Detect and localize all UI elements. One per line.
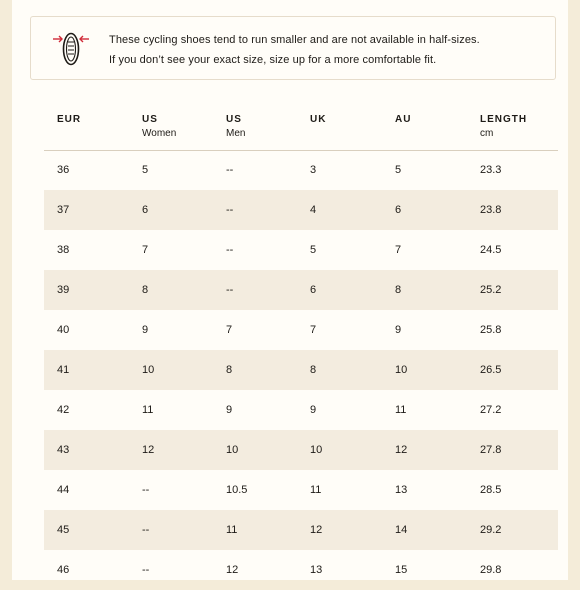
size-table-body [44, 150, 558, 590]
cell-au: 12 [395, 444, 408, 456]
cell-us-men: -- [226, 204, 234, 216]
cell-us-men: 10.5 [226, 484, 248, 496]
table-row [44, 470, 558, 510]
cell-uk: 10 [310, 444, 323, 456]
cell-eur: 37 [57, 204, 70, 216]
cell-length: 23.8 [480, 204, 502, 216]
cell-us-women: -- [142, 564, 150, 576]
table-row [44, 150, 558, 190]
cell-us-men: -- [226, 244, 234, 256]
column-header-sublabel: cm [480, 128, 494, 139]
column-header-us-women [142, 114, 176, 139]
table-row [44, 510, 558, 550]
column-header-label: LENGTH [480, 114, 528, 125]
cell-au: 14 [395, 524, 408, 536]
cell-eur: 42 [57, 404, 70, 416]
cell-uk: 12 [310, 524, 323, 536]
cell-uk: 4 [310, 204, 317, 216]
table-row [44, 390, 558, 430]
cell-uk: 3 [310, 164, 317, 176]
cell-au: 8 [395, 284, 402, 296]
cell-us-women: 8 [142, 284, 149, 296]
column-header-eur [57, 114, 81, 125]
column-header-label: AU [395, 114, 412, 125]
column-header-label: UK [310, 114, 327, 125]
cell-uk: 5 [310, 244, 317, 256]
column-header-sublabel: Women [142, 128, 177, 139]
column-header-label: EUR [57, 114, 82, 125]
column-header-label: US [226, 114, 242, 125]
column-header-sublabel: Men [226, 128, 246, 139]
cell-length: 29.8 [480, 564, 502, 576]
cell-au: 15 [395, 564, 408, 576]
cell-us-men: 12 [226, 564, 239, 576]
cell-length: 29.2 [480, 524, 502, 536]
cell-us-women: -- [142, 484, 150, 496]
cell-us-men: 11 [226, 524, 238, 536]
cell-au: 7 [395, 244, 402, 256]
cell-us-men: -- [226, 164, 234, 176]
cell-eur: 40 [57, 324, 70, 336]
column-header-uk [310, 114, 326, 125]
cell-us-women: 12 [142, 444, 155, 456]
table-header [44, 114, 558, 151]
cell-us-men: 7 [226, 324, 233, 336]
fit-notice [30, 16, 556, 80]
cell-length: 25.2 [480, 284, 502, 296]
column-header-us-men [226, 114, 245, 139]
table-row [44, 270, 558, 310]
cell-au: 5 [395, 164, 402, 176]
cell-us-women: 5 [142, 164, 149, 176]
cell-eur: 39 [57, 284, 70, 296]
column-header-label: US [142, 114, 158, 125]
cell-length: 26.5 [480, 364, 502, 376]
shoe-measure-icon [51, 27, 91, 69]
cell-au: 13 [395, 484, 408, 496]
cell-au: 9 [395, 324, 402, 336]
cell-us-women: 6 [142, 204, 149, 216]
cell-length: 27.8 [480, 444, 502, 456]
cell-eur: 38 [57, 244, 70, 256]
cell-uk: 9 [310, 404, 317, 416]
cell-us-men: -- [226, 284, 234, 296]
cell-uk: 13 [310, 564, 323, 576]
cell-us-men: 9 [226, 404, 233, 416]
cell-us-women: 9 [142, 324, 149, 336]
cell-length: 28.5 [480, 484, 502, 496]
cell-us-women: 11 [142, 404, 154, 416]
notice-text-line-1: These cycling shoes tend to run smaller and are not available in half-sizes. [109, 34, 480, 46]
cell-eur: 41 [57, 364, 70, 376]
table-row [44, 190, 558, 230]
cell-au: 11 [395, 404, 407, 416]
table-row [44, 350, 558, 390]
cell-eur: 46 [57, 564, 70, 576]
cell-uk: 11 [310, 484, 322, 496]
cell-uk: 8 [310, 364, 317, 376]
cell-us-men: 8 [226, 364, 233, 376]
cell-length: 25.8 [480, 324, 502, 336]
cell-eur: 44 [57, 484, 70, 496]
cell-au: 6 [395, 204, 402, 216]
cell-us-women: 10 [142, 364, 155, 376]
cell-us-women: -- [142, 524, 150, 536]
cell-us-women: 7 [142, 244, 149, 256]
cell-length: 24.5 [480, 244, 502, 256]
table-row [44, 430, 558, 470]
table-row [44, 230, 558, 270]
table-row [44, 550, 558, 590]
column-header-au [395, 114, 411, 125]
cell-uk: 6 [310, 284, 317, 296]
notice-text-line-2: If you don’t see your exact size, size up for a more comfortable fit. [109, 54, 437, 66]
cell-eur: 43 [57, 444, 70, 456]
cell-length: 23.3 [480, 164, 502, 176]
cell-uk: 7 [310, 324, 317, 336]
cell-eur: 36 [57, 164, 70, 176]
cell-eur: 45 [57, 524, 70, 536]
cell-length: 27.2 [480, 404, 502, 416]
cell-us-men: 10 [226, 444, 239, 456]
cell-au: 10 [395, 364, 408, 376]
table-row [44, 310, 558, 350]
column-header-length [480, 114, 527, 139]
